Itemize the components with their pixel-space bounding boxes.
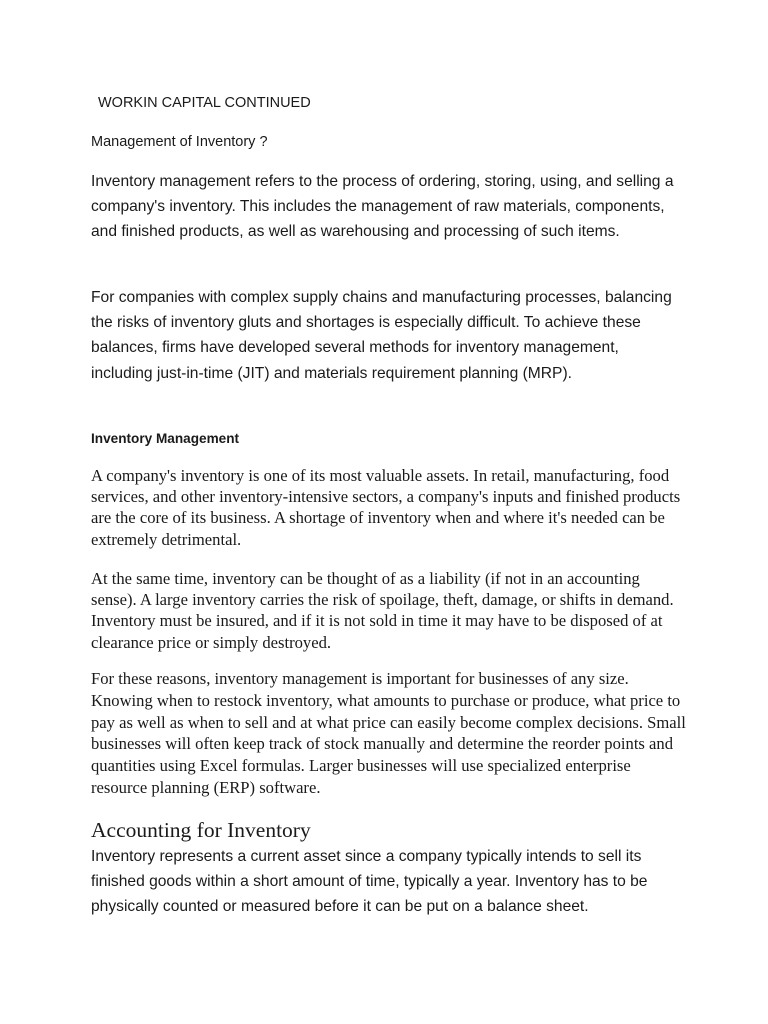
paragraph-current-asset: Inventory represents a current asset since a company typically intends to sell its finished goods within a short amount of time, typically a year. Inventory has to be physically counted or measured before it can be put on a balance sheet. (91, 848, 648, 916)
section-heading-accounting: Accounting for Inventory (91, 818, 311, 842)
question-heading: Management of Inventory ? (91, 134, 268, 150)
section-heading-inventory-management: Inventory Management (91, 431, 240, 446)
document-title: WORKIN CAPITAL CONTINUED (98, 95, 311, 111)
paragraph-liability: At the same time, inventory can be thought of as a liability (if not in an accounting sense). A large inventory carries the risk of spoilage, theft, damage, or shifts in demand. Inventory must be insured, and if it is not sold in time it may have to be disposed of at clearance price or simply destroyed. (91, 569, 674, 652)
paragraph-importance: For these reasons, inventory management is important for businesses of any size. Knowing when to restock inventory, what amounts to purchase or produce, what price to pay as well as when to sell and at what price can easily become complex decisions. Small businesses will often keep track of stock manually and determine the reorder points and quantities using Excel formulas. Larger businesses will use specialized enterprise resource planning (ERP) software. (91, 669, 686, 797)
paragraph-supply-chains: For companies with complex supply chains and manufacturing processes, balancing the risks of inventory gluts and shortages is especially difficult. To achieve these balances, firms have developed several methods for inventory management, including just-in-time (JIT) and materials requirement planning (MRP). (91, 289, 672, 382)
paragraph-valuable-assets: A company's inventory is one of its most valuable assets. In retail, manufacturing, food services, and other inventory-intensive sectors, a company's inputs and finished products are the core of its business. A shortage of inventory when and where it's needed can be extremely detrimental. (91, 466, 681, 549)
paragraph-inventory-definition: Inventory management refers to the process of ordering, storing, using, and selling a company's inventory. This includes the management of raw materials, components, and finished products, as well as warehousing and processing of such items. (91, 173, 674, 241)
